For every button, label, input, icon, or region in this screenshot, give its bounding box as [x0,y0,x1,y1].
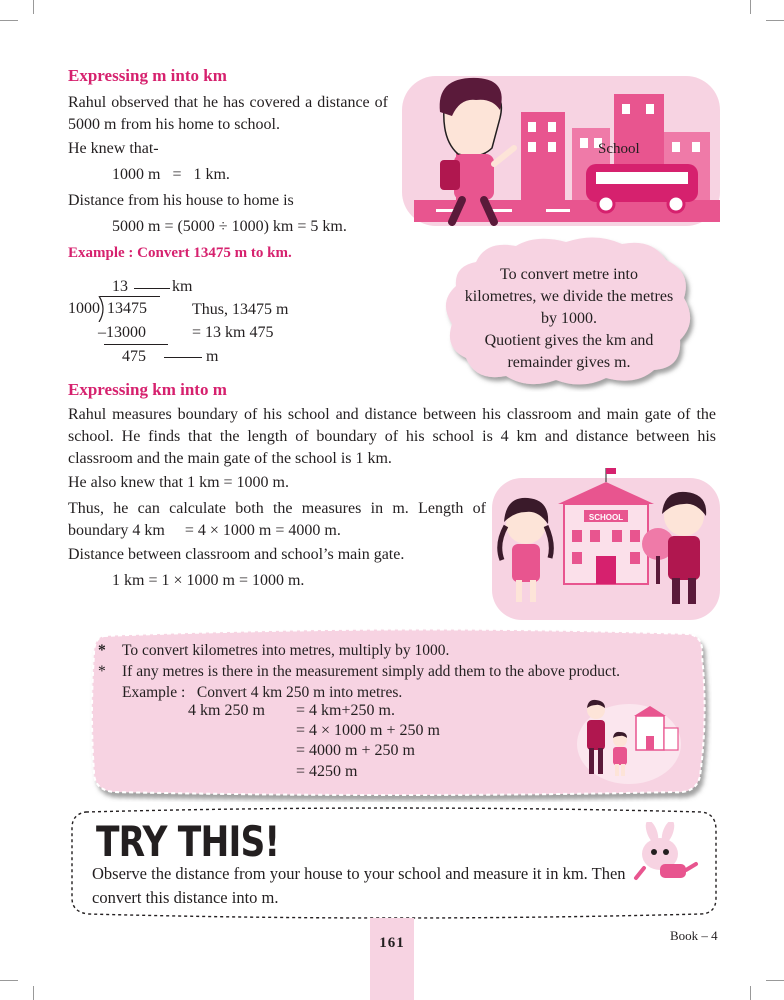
paragraph: He knew that- [68,140,159,157]
paragraph: Rahul observed that he has covered a distance of 5000 m from his home to school. [68,94,388,133]
father-child-school-illustration [574,696,684,786]
crop-mark [33,986,34,1000]
bunny-mascot-illustration [630,822,700,886]
boy-walking-to-school-illustration [396,68,726,230]
cloud-note-line: Quotient gives the km and remainder gives m. [484,332,654,371]
paragraph: Thus, he can calculate both the measures in m. Length of boundary 4 km = 4 × 1000 m = 4000 m. [68,500,490,539]
step-line: = 4 km+250 m. [296,702,395,719]
school-sign: SCHOOL [588,513,624,522]
calculation: 1 km = 1 × 1000 m = 1000 m. [112,572,305,589]
try-this-title: TRY THIS! [96,817,280,866]
division-subtract: –13000 [98,324,146,341]
crop-mark [0,980,18,981]
crop-mark [0,20,18,21]
try-this-text: Observe the distance from your house to your school and measure it in km. Then convert this distance into m. [92,864,626,907]
division-quotient: 13 [112,278,128,295]
crop-mark [33,0,34,14]
crop-mark [750,986,751,1000]
result-line: Thus, 13475 m [192,301,289,318]
m-label: m [206,348,219,365]
step-left: 4 km 250 m [188,702,265,719]
children-at-school-illustration [488,464,724,624]
paragraph: Distance between classroom and school’s main gate. [68,546,405,563]
division-bar [100,296,160,297]
bullet-marker: * [98,642,106,659]
crop-mark [766,980,784,981]
division-divisor: 1000 [68,300,100,317]
book-label: Book – 4 [670,928,718,943]
division-bracket [97,296,107,322]
conversion-fact: 1000 m = 1 km. [112,166,230,183]
cloud-note-line: To convert metre into kilometres, we divide the metres by 1000. [464,266,674,327]
page-number-tab [370,918,414,1000]
tip-example-label: Example : Convert 4 km 250 m into metres. [122,684,403,701]
example-heading: Example : Convert 13475 m to km. [68,245,292,261]
crop-mark [750,0,751,14]
section-heading-m-to-km: Expressing m into km [68,66,227,85]
step-line: = 4000 m + 250 m [296,742,415,759]
bullet-marker: * [98,663,106,680]
tip-text: To convert kilometres into metres, multiply by 1000. [122,642,450,659]
km-label: km [172,278,193,295]
calculation: 5000 m = (5000 ÷ 1000) km = 5 km. [112,218,347,235]
arrow-line [134,288,170,289]
school-sign: School [598,141,640,157]
division-remainder: 475 [122,348,146,365]
result-line: = 13 km 475 [192,324,274,341]
division-dividend: 13475 [107,300,147,317]
step-line: = 4250 m [296,763,358,780]
crop-mark [766,20,784,21]
tip-box-content [98,640,702,703]
subtraction-line [104,344,168,345]
page-number: 161 [379,935,405,951]
section-heading-km-to-m: Expressing km into m [68,380,227,399]
arrow-line [164,357,202,358]
tip-text: If any metres is there in the measurement simply add them to the above product. [122,663,621,680]
step-line: = 4 × 1000 m + 250 m [296,722,440,739]
paragraph: He also knew that 1 km = 1000 m. [68,474,289,491]
paragraph: Rahul measures boundary of his school and distance between his classroom and main gate of the school. He finds that the length of boundary of his school is 4 km and distance between his classroom and the main gate of the school is 1 km. [68,406,716,467]
paragraph: Distance from his house to home is [68,192,294,209]
